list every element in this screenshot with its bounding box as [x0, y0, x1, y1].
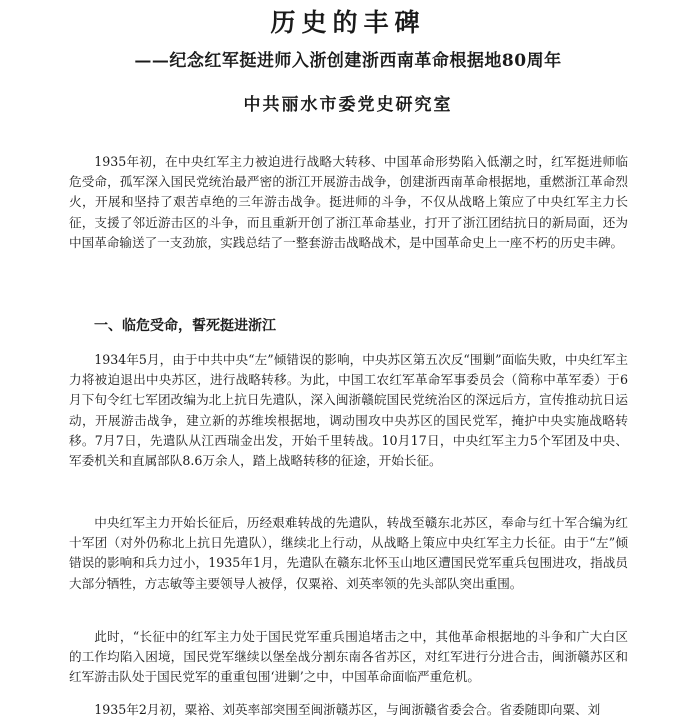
body-paragraph-3: 此时，“长征中的红军主力处于国民党军重兵围追堵击之中，其他革命根据地的斗争和广大白区的工作均陷入困境，国民党军继续以堡垒战分割东南各省苏区，对红军进行分进合击，闽浙赣苏区和红军游击队处于国民党军的重重包围‘进剿’之中，中国革命面临严重危机。 [69, 629, 628, 685]
section-heading: 一、临危受命，誓死挺进浙江 [94, 318, 276, 334]
article-author: 中共丽水市委党史研究室 [243, 95, 453, 115]
article-subtitle: ——纪念红军挺进师入浙创建浙西南革命根据地80周年 [134, 51, 562, 71]
intro-paragraph: 1935年初，在中央红军主力被迫进行战略大转移、中国革命形势陷入低潮之时，红军挺进师临危受命，孤军深入国民党统治最严密的浙江开展游击战争，创建浙西南革命根据地，重燃浙江革命烈火，开展和坚持了艰苦卓绝的三年游击战争。挺进师的斗争，不仅从战略上策应了中央红军主力长征，支援了邻近游击区的斗争，而且重新开创了浙江革命基业，打开了浙江团结抗日的新局面，还为中国革命输送了一支劲旅，实践总结了一整套游击战略战术，是中国革命史上一座不朽的历史丰碑。 [69, 154, 628, 250]
body-paragraph-2: 中央红军主力开始长征后，历经艰难转战的先遣队，转战至赣东北苏区，奉命与红十军合编为红十军团（对外仍称北上抗日先遣队），继续北上行动，从战略上策应中央红军主力长征。由于“左”倾错误的影响和兵力过小，1935年1月，先遣队在赣东北怀玉山地区遭国民党军重兵包围进攻，指战员大部分牺牲，方志敏等主要领导人被俘，仅粟裕、刘英率领的先头部队突出重围。 [69, 515, 628, 591]
body-paragraph-4: 1935年2月初，粟裕、刘英率部突围至闽浙赣苏区，与闽浙赣省委会合。省委随即向粟、刘 [94, 702, 601, 717]
body-paragraph-1: 1934年5月，由于中共中央“左”倾错误的影响，中央苏区第五次反“围剿”面临失败，中央红军主力将被迫退出中央苏区，进行战略转移。为此，中国工农红军革命军事委员会（简称中革军委）于6月下旬令红七军团改编为北上抗日先遣队，深入闽浙赣皖国民党统治区的深远后方，宣传推动抗日运动，开展游击战争，建立新的苏维埃根据地，调动围攻中央苏区的国民党军，掩护中央实施战略转移。7月7日，先遣队从江西瑞金出发，开始千里转战。10月17日，中央红军主力5个军团及中央、军委机关和直属部队8.6万余人，踏上战略转移的征途，开始长征。 [69, 352, 628, 469]
article-title: 历史的丰碑 [270, 8, 426, 37]
